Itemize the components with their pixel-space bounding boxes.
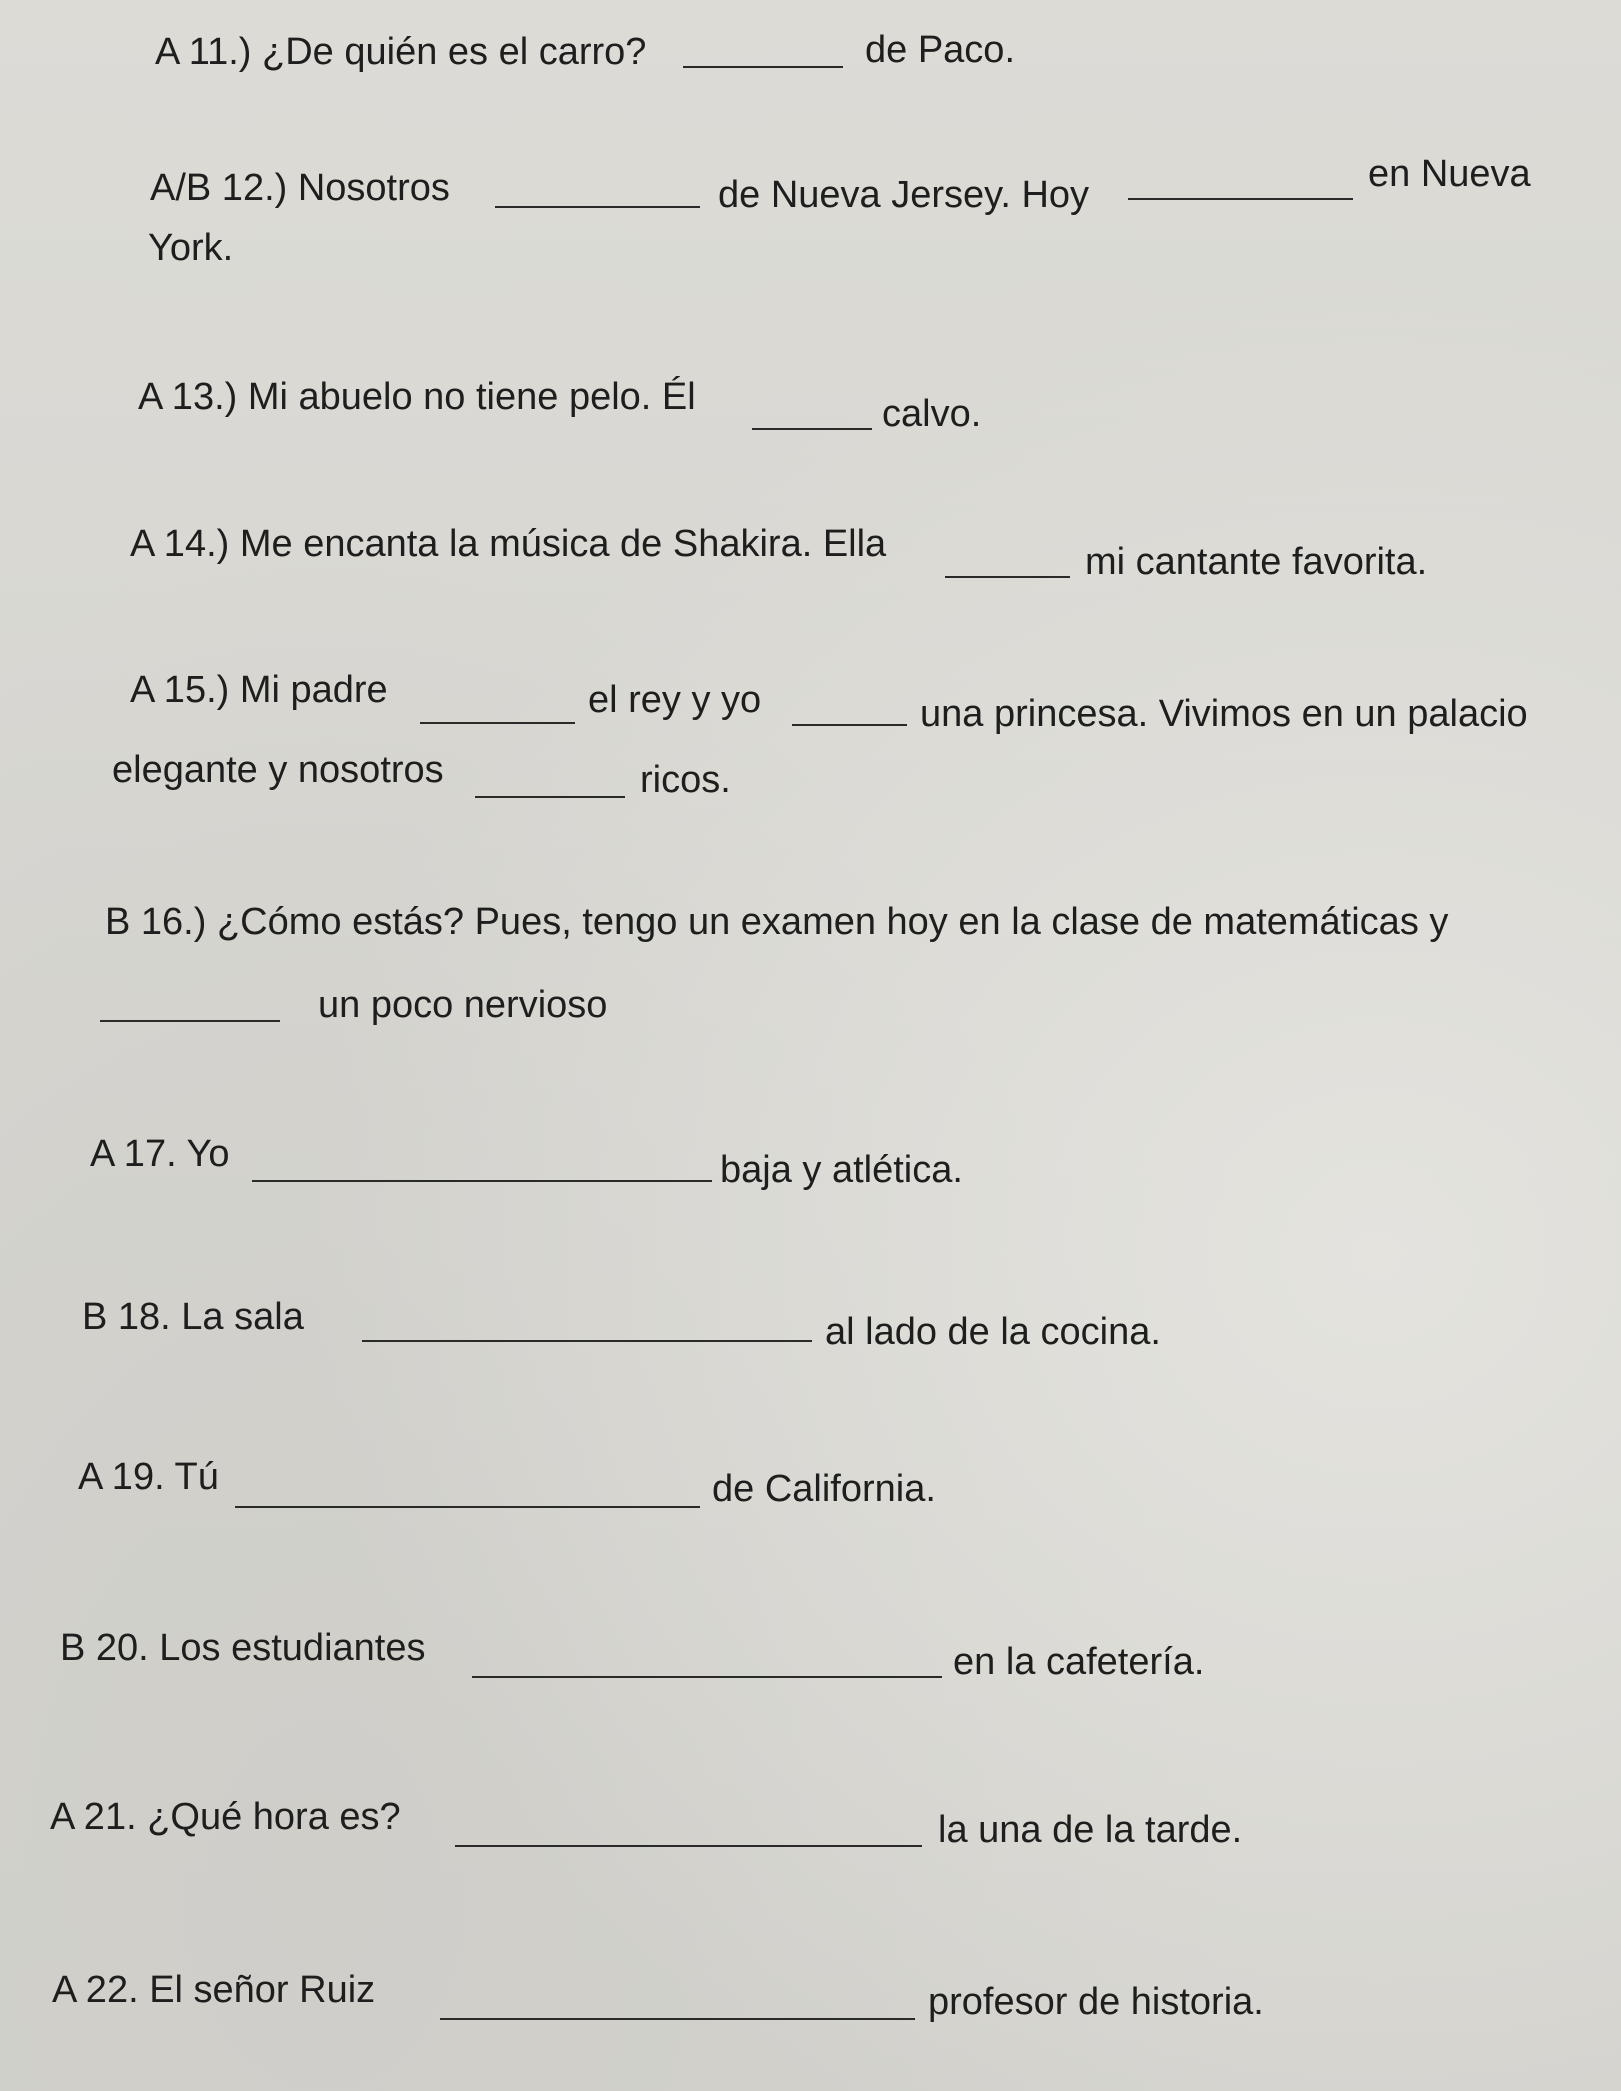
question-15-blank-3[interactable] xyxy=(475,796,625,798)
question-18-suffix: al lado de la cocina. xyxy=(825,1311,1161,1353)
question-16-suffix: un poco nervioso xyxy=(318,984,608,1026)
question-15-blank-1[interactable] xyxy=(420,722,575,724)
question-12-suffix: en Nueva xyxy=(1368,153,1531,195)
question-15-prompt: A 15.) Mi padre xyxy=(130,669,388,711)
question-11-blank[interactable] xyxy=(683,66,843,68)
question-15-line-2: elegante y nosotros xyxy=(112,749,444,791)
question-15-middle: el rey y yo xyxy=(588,679,762,721)
question-19-prompt: A 19. Tú xyxy=(78,1456,219,1498)
question-22-blank[interactable] xyxy=(440,2018,915,2020)
question-21-blank[interactable] xyxy=(455,1845,922,1847)
question-22-prompt: A 22. El señor Ruiz xyxy=(52,1969,376,2011)
question-21-suffix: la una de la tarde. xyxy=(938,1809,1243,1851)
question-18-blank[interactable] xyxy=(362,1340,812,1342)
question-19-suffix: de California. xyxy=(712,1468,936,1510)
question-12-prompt: A/B 12.) Nosotros xyxy=(150,167,450,209)
question-13-prompt: A 13.) Mi abuelo no tiene pelo. Él xyxy=(138,376,696,418)
question-19-blank[interactable] xyxy=(235,1506,700,1508)
question-12-continuation: York. xyxy=(148,227,234,269)
question-20-blank[interactable] xyxy=(472,1676,942,1678)
question-13-blank[interactable] xyxy=(752,428,872,430)
question-17-blank[interactable] xyxy=(252,1180,712,1182)
question-12-blank-1[interactable] xyxy=(495,206,700,208)
question-18-prompt: B 18. La sala xyxy=(82,1296,304,1338)
question-12-blank-2[interactable] xyxy=(1128,198,1353,200)
question-20-prompt: B 20. Los estudiantes xyxy=(60,1627,426,1669)
question-17-prompt: A 17. Yo xyxy=(90,1133,230,1175)
question-14-prompt: A 14.) Me encanta la música de Shakira. Ella xyxy=(130,523,887,565)
question-16-blank[interactable] xyxy=(100,1020,280,1022)
question-14-blank[interactable] xyxy=(945,576,1070,578)
question-15-end: ricos. xyxy=(640,759,731,801)
question-14-suffix: mi cantante favorita. xyxy=(1085,541,1428,583)
question-20-suffix: en la cafetería. xyxy=(953,1641,1205,1683)
question-11-prompt: A 11.) ¿De quién es el carro? xyxy=(155,31,647,73)
question-15-blank-2[interactable] xyxy=(792,724,907,726)
question-17-suffix: baja y atlética. xyxy=(720,1149,963,1191)
question-22-suffix: profesor de historia. xyxy=(928,1981,1264,2023)
question-11-suffix: de Paco. xyxy=(865,29,1015,71)
question-12-middle: de Nueva Jersey. Hoy xyxy=(718,174,1090,216)
question-21-prompt: A 21. ¿Qué hora es? xyxy=(50,1796,401,1838)
question-16-prompt: B 16.) ¿Cómo estás? Pues, tengo un examen hoy en la clase de matemáticas y xyxy=(105,901,1449,943)
question-13-suffix: calvo. xyxy=(882,393,982,435)
question-15-suffix: una princesa. Vivimos en un palacio xyxy=(920,693,1528,735)
